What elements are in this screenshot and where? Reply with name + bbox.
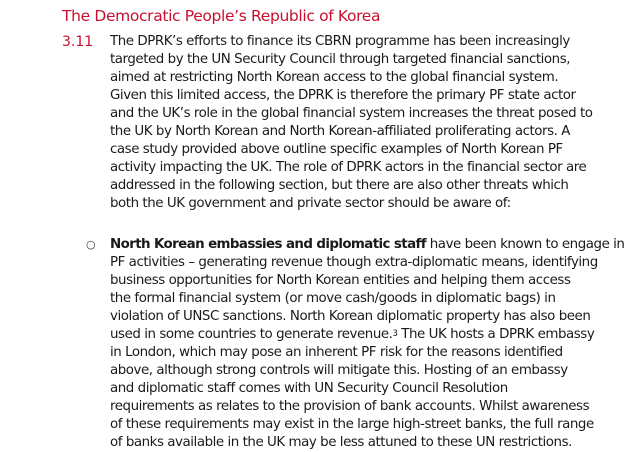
paragraph-line: The DPRK’s efforts to finance its CBRN programme has been increasingly <box>110 34 570 49</box>
paragraph-line: addressed in the following section, but there are also other threats which <box>110 178 569 193</box>
footnote-reference-3[interactable]: 3 <box>392 329 398 339</box>
paragraph-line: Given this limited access, the DPRK is therefore the primary PF state actor <box>110 88 576 103</box>
paragraph-line: and the UK’s role in the global financial system increases the threat posed to <box>110 106 593 121</box>
bullet-line: of banks available in the UK may be less attuned to these UN restrictions. <box>110 435 572 450</box>
bullet-bold-lead: North Korean embassies and diplomatic staff <box>110 237 426 252</box>
bullet-line: and diplomatic staff comes with UN Security Council Resolution <box>110 381 508 396</box>
bullet-line-before-footnote: used in some countries to generate revenue. <box>110 327 393 342</box>
bullet-line-after-footnote: The UK hosts a DPRK embassy <box>397 327 595 342</box>
paragraph-line: the UK by North Korean and North Korean-affiliated proliferating actors. A <box>110 124 570 139</box>
bullet-line: requirements as relates to the provision of bank accounts. Whilst awareness <box>110 399 590 414</box>
paragraph-number: 3.11 <box>62 34 94 50</box>
bullet-first-line <box>110 236 640 254</box>
paragraph-line: case study provided above outline specific examples of North Korean PF <box>110 142 563 157</box>
bullet-body <box>110 236 640 452</box>
hollow-circle-bullet-icon: ○ <box>86 238 96 251</box>
paragraph-line: targeted by the UN Security Council through targeted financial sanctions, <box>110 52 571 67</box>
bullet-first-line-rest: have been known to engage in <box>425 237 625 252</box>
bullet-line: above, although strong controls will mitigate this. Hosting of an embassy <box>110 363 568 378</box>
bullet-line: of these requirements may exist in the large high-street banks, the full range <box>110 417 594 432</box>
bullet-footnote-line <box>110 326 640 344</box>
bullet-line: in London, which may pose an inherent PF risk for the reasons identified <box>110 345 563 360</box>
paragraph-line: activity impacting the UK. The role of DPRK actors in the financial sector are <box>110 160 587 175</box>
paragraph-body <box>110 33 640 213</box>
bullet-line: violation of UNSC sanctions. North Korean diplomatic property has also been <box>110 309 591 324</box>
paragraph-line: both the UK government and private sector should be aware of: <box>110 196 511 211</box>
paragraph-line: aimed at restricting North Korean access to the global financial system. <box>110 70 559 85</box>
bullet-line: PF activities – generating revenue though extra-diplomatic means, identifying <box>110 255 598 270</box>
bullet-line: business opportunities for North Korean entities and helping them access <box>110 273 571 288</box>
bullet-line: the formal financial system (or move cash/goods in diplomatic bags) in <box>110 291 556 306</box>
section-heading: The Democratic People’s Republic of Korea <box>62 7 381 25</box>
